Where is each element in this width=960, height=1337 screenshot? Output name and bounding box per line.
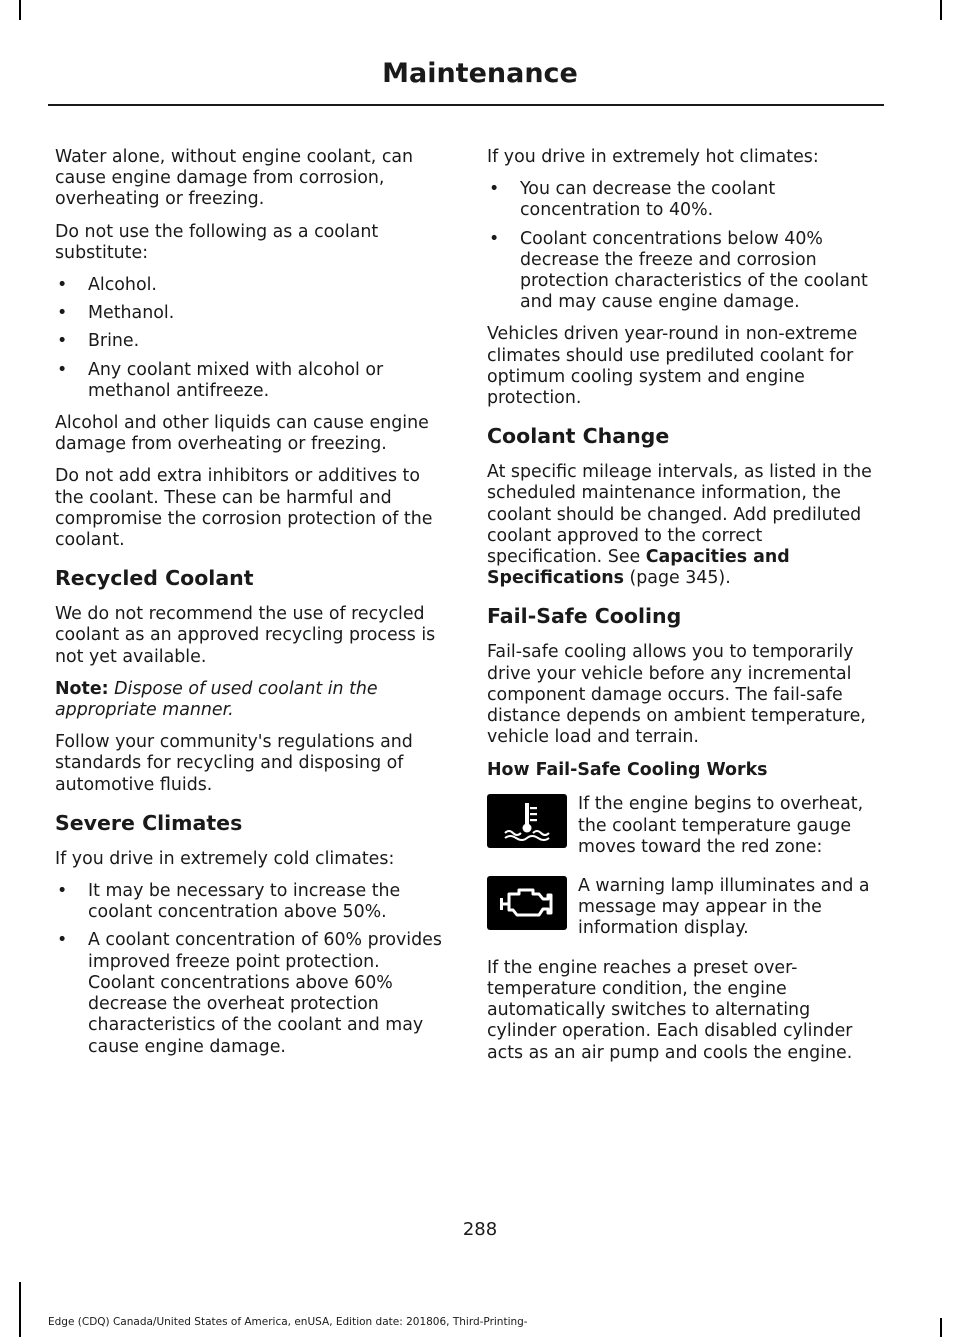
paragraph: If you drive in extremely cold climates: — [55, 848, 395, 869]
bullet: • — [57, 881, 68, 902]
paragraph: Fail-safe cooling allows you to temporarily drive your vehicle before any incremental component damage occurs. The fail-safe distance depends on ambient temperature, vehicle load and terrain. — [487, 642, 866, 748]
cross-reference-link[interactable]: Capacities and Specifications — [487, 547, 790, 589]
list-item — [55, 881, 447, 923]
left-column — [55, 147, 447, 1069]
list-item — [487, 179, 879, 221]
bullet: • — [57, 303, 68, 324]
crop-mark-top-right — [940, 0, 942, 20]
paragraph: Alcohol and other liquids can cause engine damage from overheating or freezing. — [55, 413, 429, 455]
paragraph — [487, 462, 879, 589]
list-item-text: It may be necessary to increase the coolant concentration above 50%. — [88, 881, 401, 923]
bullet: • — [57, 275, 68, 296]
list-item-text: Alcohol. — [88, 275, 157, 296]
list-item — [55, 930, 447, 1057]
paragraph: If the engine reaches a preset over-temperature condition, the engine automatically switches to alternating cylinder operation. Each disabled cylinder acts as an air pump and cools the engine. — [487, 957, 853, 1063]
engine-warning-row — [487, 876, 879, 940]
list-item — [55, 303, 447, 324]
note — [55, 679, 447, 721]
page-number: 288 — [462, 1219, 498, 1240]
section-heading-severe-climates: Severe Climates — [55, 810, 243, 835]
cold-climate-list — [55, 881, 447, 1058]
bullet: • — [57, 930, 68, 951]
coolant-warning-row — [487, 794, 879, 858]
paragraph: Do not use the following as a coolant substitute: — [55, 221, 379, 263]
list-item-text: You can decrease the coolant concentration to 40%. — [520, 179, 776, 221]
paragraph-text: At specific mileage intervals, as listed in the scheduled maintenance information, the coolant should be changed. Add prediluted coolant approved to the correct specification. See — [487, 462, 872, 568]
note-text: Dispose of used coolant in the appropriate manner. — [55, 678, 378, 721]
paragraph: We do not recommend the use of recycled coolant as an approved recycling process is not yet available. — [55, 604, 436, 667]
section-heading-recycled-coolant: Recycled Coolant — [55, 566, 254, 591]
coolant-temperature-icon — [487, 794, 567, 848]
list-item-text: Any coolant mixed with alcohol or methanol antifreeze. — [88, 359, 384, 401]
icon-description: A warning lamp illuminates and a message may appear in the information display. — [578, 876, 870, 939]
note-label: Note: — [55, 678, 109, 699]
bullet: • — [489, 179, 500, 200]
list-item — [55, 360, 447, 402]
crop-mark-bottom-left — [19, 1282, 21, 1337]
page-reference: (page 345). — [623, 568, 731, 589]
bullet: • — [57, 359, 68, 380]
hot-climate-list — [487, 179, 879, 313]
subheading-how-fail-safe-works: How Fail-Safe Cooling Works — [487, 760, 768, 781]
page-title: Maintenance — [382, 58, 578, 89]
right-column — [487, 147, 879, 1075]
substitute-list — [55, 275, 447, 402]
list-item — [55, 275, 447, 296]
list-item — [487, 229, 879, 314]
crop-mark-bottom-right — [940, 1318, 942, 1337]
bullet: • — [57, 331, 68, 352]
list-item-text: Methanol. — [88, 303, 175, 324]
paragraph: Vehicles driven year-round in non-extreme climates should use prediluted coolant for optimum cooling system and engine protection. — [487, 324, 858, 409]
list-item-text: Coolant concentrations below 40% decrease the freeze and corrosion protection characteristics of the coolant and may cause engine damage. — [520, 228, 868, 313]
section-heading-coolant-change: Coolant Change — [487, 424, 670, 449]
list-item-text: A coolant concentration of 60% provides improved freeze point protection. Coolant concentrations above 60% decrease the overheat protection characteristics of the coolant and may cause engine damage. — [88, 930, 442, 1057]
bullet: • — [489, 228, 500, 249]
crop-mark-top-left — [19, 0, 21, 20]
list-item-text: Brine. — [88, 331, 140, 352]
check-engine-icon — [487, 876, 567, 930]
header-rule — [48, 104, 884, 106]
paragraph: Do not add extra inhibitors or additives to the coolant. These can be harmful and compromise the corrosion protection of the coolant. — [55, 466, 433, 551]
icon-description: If the engine begins to overheat, the coolant temperature gauge moves toward the red zone: — [578, 794, 864, 857]
paragraph: Follow your community's regulations and standards for recycling and disposing of automotive fluids. — [55, 732, 413, 795]
paragraph: Water alone, without engine coolant, can cause engine damage from corrosion, overheating or freezing. — [55, 147, 414, 210]
section-heading-fail-safe-cooling: Fail-Safe Cooling — [487, 604, 682, 629]
edition-footer: Edge (CDQ) Canada/United States of America, enUSA, Edition date: 201806, Third-Printing- — [48, 1316, 528, 1328]
paragraph: If you drive in extremely hot climates: — [487, 147, 819, 167]
list-item — [55, 331, 447, 352]
